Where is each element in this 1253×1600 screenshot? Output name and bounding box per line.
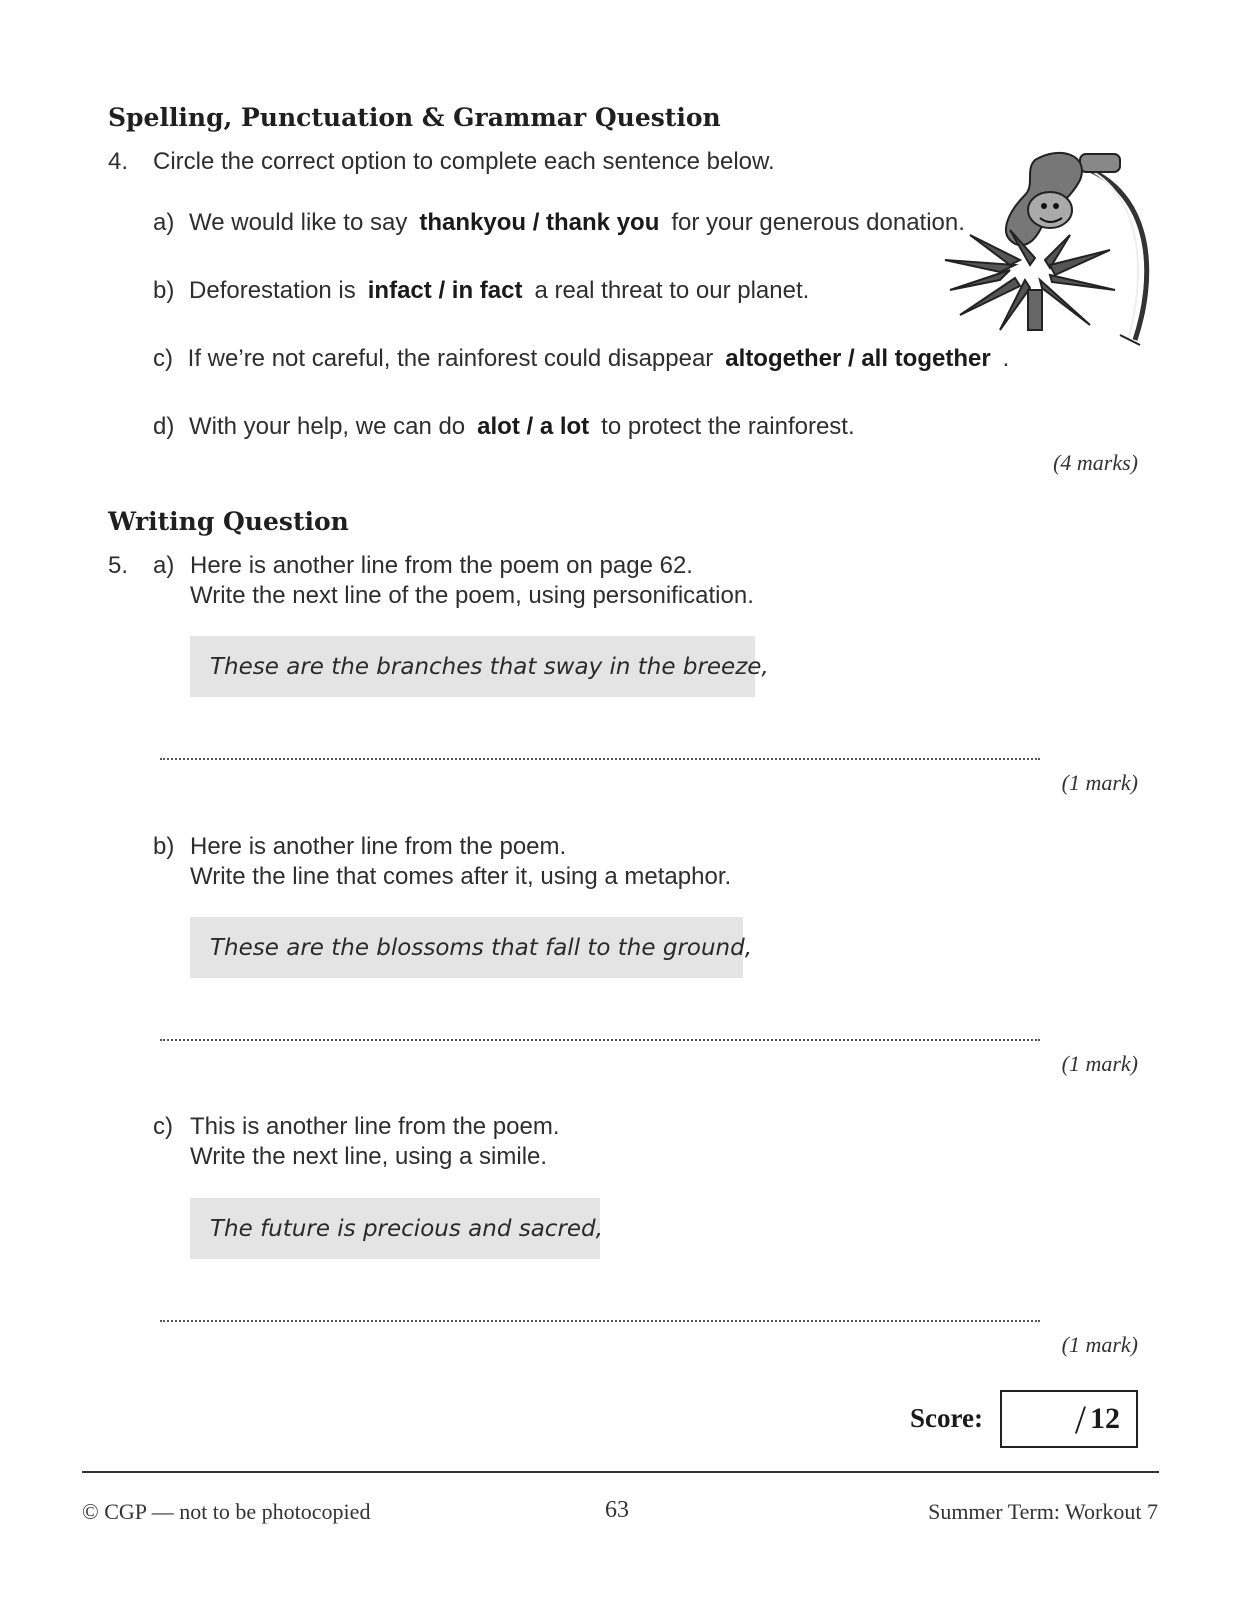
page-number: 63 [605,1497,629,1523]
section-heading-spag: Spelling, Punctuation & Grammar Question [108,103,721,132]
item-letter: d) [153,413,175,440]
part-instruction-line2: Write the next line of the poem, using personification. [190,582,754,609]
part-letter: b) [153,833,175,860]
item-text-before: Deforestation is [189,277,356,304]
part-letter: c) [153,1113,173,1140]
poem-line-box [190,1198,603,1259]
item-letter: b) [153,277,175,304]
item-text-before: If we’re not careful, the rainforest could disappear [187,345,714,372]
part-letter: a) [153,552,175,579]
answer-line[interactable] [160,1320,1040,1322]
item-text-before: With your help, we can do [189,413,466,440]
item-text-after: for your generous donation. [671,209,965,236]
item-text-after: . [1002,345,1010,372]
answer-options[interactable]: alot / a lot [477,413,590,440]
footer-copyright: © CGP — not to be photocopied [82,1499,371,1524]
poem-line: These are the branches that sway in the breeze, [210,653,769,680]
marks-label: (1 mark) [1061,1051,1138,1076]
question-number: 5. [108,552,129,579]
answer-line[interactable] [160,758,1040,760]
score-total: 12 [1090,1402,1120,1435]
part-instruction-line1: Here is another line from the poem. [190,833,567,860]
item-text-after: to protect the rainforest. [601,413,855,440]
poem-line: These are the blossoms that fall to the ground, [210,934,753,961]
question-number: 4. [108,148,129,175]
answer-options[interactable]: infact / in fact [367,277,523,304]
monkey-illustration [940,140,1170,350]
item-letter: a) [153,209,175,236]
score-label: Score: [910,1403,983,1433]
part-instruction-line1: Here is another line from the poem on page 62. [190,552,693,579]
question-item [153,277,809,305]
footer-term: Summer Term: Workout 7 [928,1499,1158,1524]
answer-options[interactable]: thankyou / thank you [419,209,660,236]
poem-line: The future is precious and sacred, [210,1215,603,1242]
item-letter: c) [153,345,173,372]
question-item [153,413,855,441]
question-item [153,345,1009,373]
question-item [153,209,965,237]
answer-line[interactable] [160,1039,1040,1041]
poem-line-box [190,917,753,978]
question-instruction: Circle the correct option to complete each sentence below. [153,148,775,175]
score-box[interactable] [1000,1390,1138,1448]
part-instruction-line2: Write the line that comes after it, using a metaphor. [190,863,732,890]
part-instruction-line2: Write the next line, using a simile. [190,1143,548,1170]
poem-line-box [190,636,769,697]
marks-label: (4 marks) [1053,450,1138,475]
part-instruction-line1: This is another line from the poem. [190,1113,560,1140]
marks-label: (1 mark) [1061,1332,1138,1357]
marks-label: (1 mark) [1061,770,1138,795]
item-text-after: a real threat to our planet. [534,277,810,304]
item-text-before: We would like to say [189,209,408,236]
footer-divider [82,1471,1159,1473]
section-heading-writing: Writing Question [108,507,349,536]
answer-options[interactable]: altogether / all together [725,345,991,372]
score-slash: / [1074,1396,1086,1442]
